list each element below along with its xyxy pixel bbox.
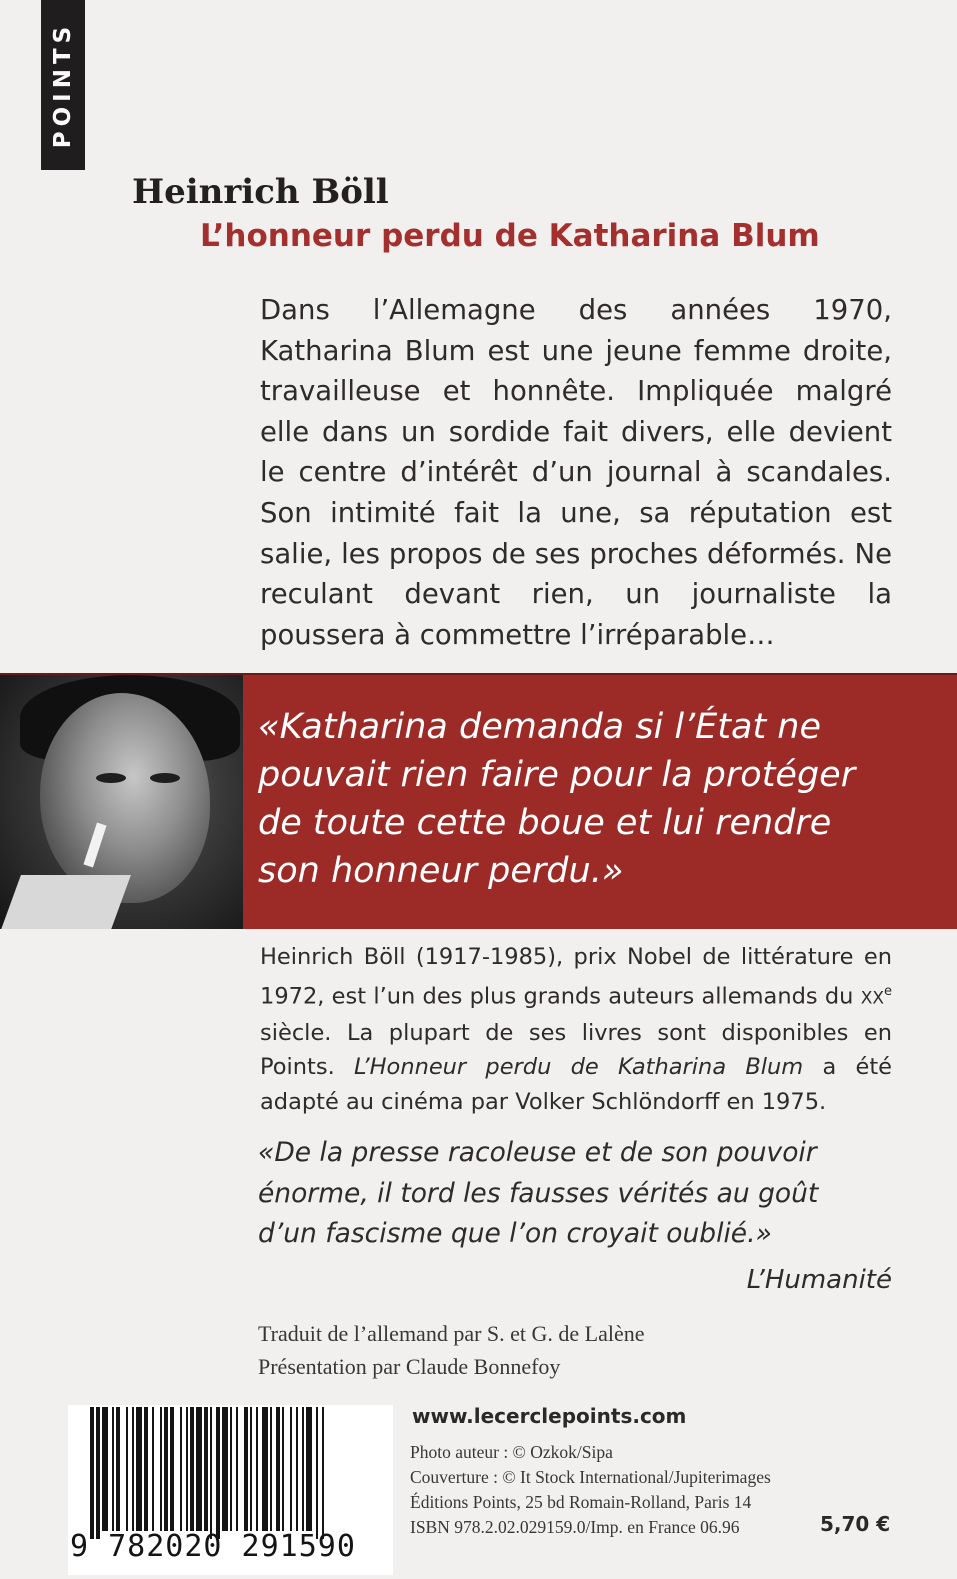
quote-band bbox=[0, 673, 957, 929]
website-link[interactable]: www.lecerclepoints.com bbox=[412, 1404, 687, 1428]
presentation-credit: Présentation par Claude Bonnefoy bbox=[258, 1354, 561, 1379]
points-logo-text: POINTS bbox=[50, 21, 76, 149]
isbn-line: ISBN 978.2.02.029159.0/Imp. en France 06.96 bbox=[410, 1517, 740, 1537]
featured-quote: «Katharina demanda si l’État ne pouvait rien faire pour la protéger de toute cette boue et lui rendre son honneur perdu.» bbox=[258, 707, 856, 891]
summary-text: Dans l’Allemagne des années 1970, Katharina Blum est une jeune femme droite, travailleuse et honnête. Impliquée malgré elle dans un sordide fait divers, elle devient le centre d’intérêt d’un journal à scandales. Son intimité fait la une, sa réputation est salie, les propos de ses proches déformés. Ne reculant devant rien, un journaliste la poussera à commettre l’irréparable… bbox=[260, 294, 892, 651]
press-quote: «De la presse racoleuse et de son pouvoir énorme, il tord les fausses vérités au goût d’un fascisme que l’on croyait oublié.» bbox=[258, 1137, 819, 1249]
photo-credit: Photo auteur : © Ozkok/Sipa bbox=[410, 1442, 613, 1462]
book-title: L’honneur perdu de Katharina Blum bbox=[200, 218, 820, 254]
cover-credit: Couverture : © It Stock International/Jupiterimages bbox=[410, 1467, 771, 1487]
price: 5,70 € bbox=[820, 1512, 891, 1536]
author-name: Heinrich Böll bbox=[132, 172, 389, 212]
barcode-bars bbox=[90, 1407, 380, 1531]
translation-credit: Traduit de l’allemand par S. et G. de Lalène bbox=[258, 1321, 645, 1346]
author-photo bbox=[0, 675, 243, 929]
credits bbox=[258, 1317, 645, 1383]
press-source: L’Humanité bbox=[746, 1265, 892, 1295]
barcode bbox=[68, 1405, 393, 1575]
points-logo bbox=[41, 0, 85, 170]
author-bio: Heinrich Böll (1917-1985), prix Nobel de littérature en 1972, est l’un des plus grands auteurs allemands du XXe siècle. La plupart de ses livres sont disponibles en Points. L’Honneur perdu de Katharina Blum a été adapté au cinéma par Volker Schlöndorff en 1975. bbox=[260, 944, 892, 1115]
publisher-address: Éditions Points, 25 bd Romain-Rolland, Paris 14 bbox=[410, 1492, 752, 1512]
barcode-digits: 9 782020 291590 bbox=[70, 1529, 356, 1564]
imprint bbox=[410, 1440, 771, 1540]
bio-book-title: L’Honneur perdu de Katharina Blum bbox=[353, 1054, 804, 1080]
